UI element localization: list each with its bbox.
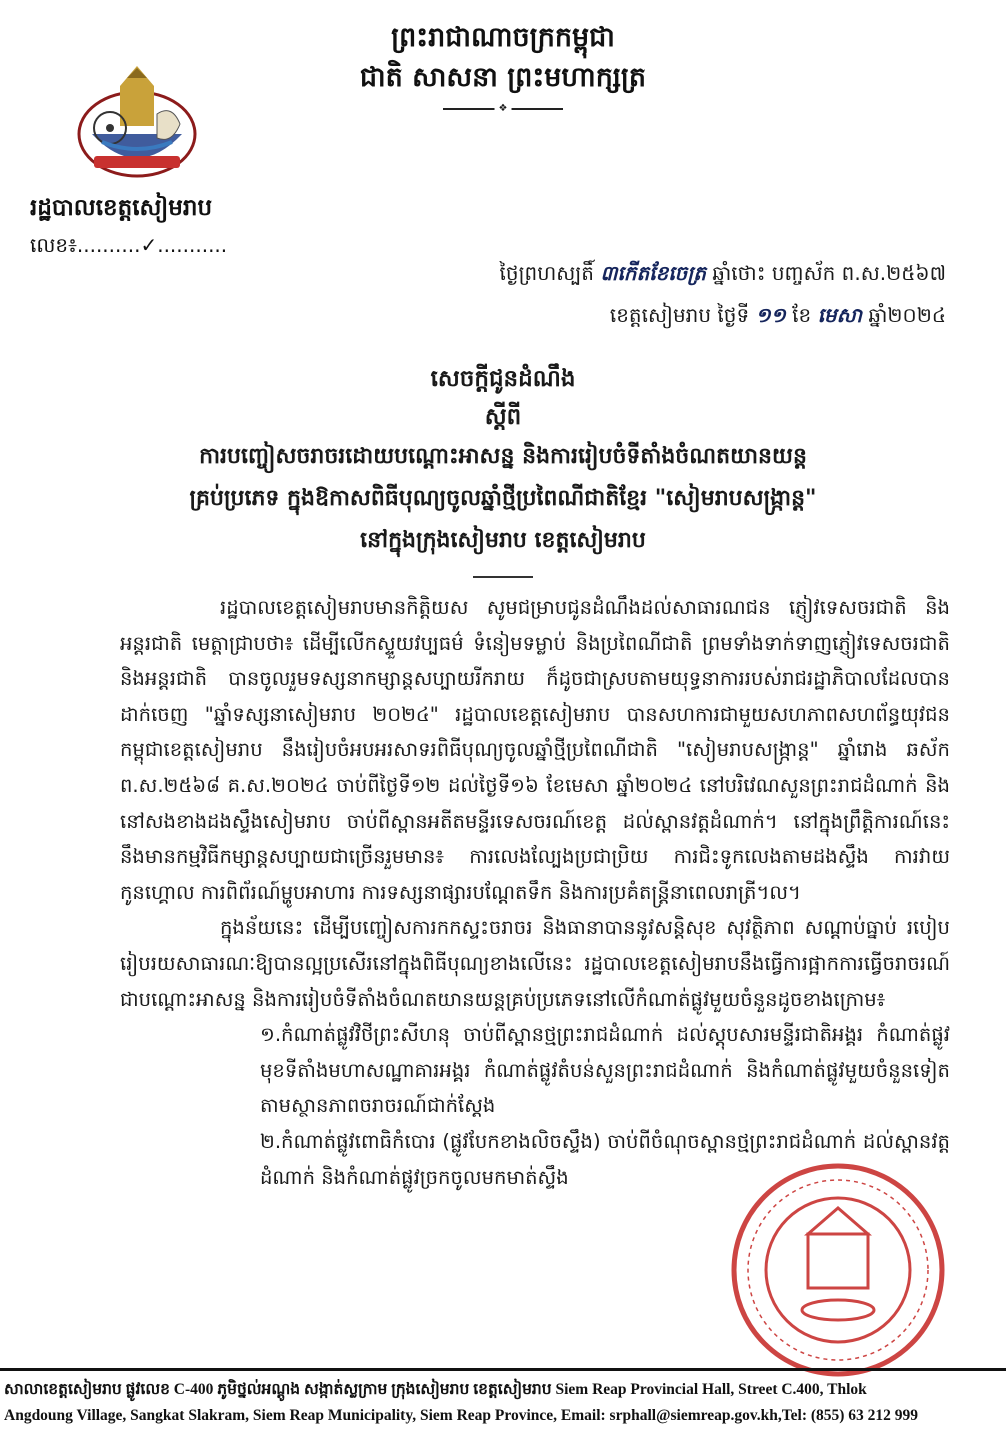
footer-rule <box>0 1368 1006 1371</box>
title-line-4: គ្រប់ប្រភេទ ក្នុងឱកាសពិធីបុណ្យចូលឆ្នាំថ្មីប្រពៃណីជាតិខ្មែរ "សៀមរាបសង្ក្រាន្ត" <box>189 486 817 511</box>
lunar-date <box>500 252 946 294</box>
solar-date-mid: ខែ <box>792 303 812 327</box>
lunar-date-prefix: ថ្ងៃព្រហស្បតិ៍ <box>499 261 594 285</box>
footer-address-line-1: សាលាខេត្តសៀមរាប ផ្លូវលេខ C-400 ភូមិថ្នល់អណ្ដូង សង្កាត់ស្លក្រាម ក្រុងសៀមរាប ខេត្តសៀមរាប Siem Reap Provincial Hall, Street C.400, Thlok <box>4 1381 867 1398</box>
provincial-emblem-icon <box>72 64 202 184</box>
title-line-1: សេចក្ដីជូនដំណឹង <box>430 366 576 392</box>
body-paragraph-1: រដ្ឋបាលខេត្តសៀមរាបមានកិត្តិយស សូមជម្រាបជូនដំណឹងដល់សាធារណជន ភ្ញៀវទេសចរជាតិ និងអន្តរជាតិ មេត្តាជ្រាបថា៖ ដើម្បីលើកស្ទួយវប្បធម៌ ទំនៀមទម្លាប់ និងប្រពៃណីជាតិ ព្រមទាំងទាក់ទាញភ្ញៀវទេសចរជាតិ និងអន្តរជាតិ បានចូលរួមទស្សនាកម្សាន្តសប្បាយរីករាយ ក៏ដូចជាស្របតាមយុទ្ធនាការរបស់រាជរដ្ឋាភិបាលដែលបានដាក់ចេញ "ឆ្នាំទស្សនាសៀមរាប ២០២៤" រដ្ឋបាលខេត្តសៀមរាប បានសហការជាមួយសហភាពសហព័ន្ធយុវជនកម្ពុជាខេត្តសៀមរាប នឹងរៀបចំអបអរសាទរពិធីបុណ្យចូលឆ្នាំថ្មីប្រពៃណីជាតិ "សៀមរាបសង្ក្រាន្ត" ឆ្នាំរោង ឆស័ក ព.ស.២៥៦៨ គ.ស.២០២៤ ចាប់ពីថ្ងៃទី១២ ដល់ថ្ងៃទី១៦ ខែមេសា ឆ្នាំ២០២៤ នៅបរិវេណសួនព្រះរាជដំណាក់ និងនៅសងខាងដងស្ទឹងសៀមរាប ចាប់ពីស្ពានអតីតមន្ទីរទេសចរណ៍ខេត្ត ដល់ស្ពានវត្តដំណាក់។ នៅក្នុងព្រឹត្តិការណ៍នេះ នឹងមានកម្មវិធីកម្សាន្តសប្បាយជាច្រើនរួមមាន៖ ការលេងល្បែងប្រជាប្រិយ ការជិះទូកលេងតាមដងស្ទឹង ការវាយកូនហ្គោល ការពិព័រណ៍ម្ហូបអាហារ ការទស្សនាផ្សារបណ្ដែតទឹក និងការប្រគំតន្ត្រីនាពេលរាត្រី។ល។ <box>120 596 950 904</box>
reference-number: លេខ៖..........✓........... <box>30 233 228 257</box>
notice-title <box>40 360 966 578</box>
solar-date-prefix: ខេត្តសៀមរាប ថ្ងៃទី <box>609 303 750 327</box>
date-block <box>500 252 946 336</box>
solar-day-handwritten: ១១ <box>755 303 786 327</box>
official-seal-icon <box>728 1160 948 1380</box>
lunar-date-suffix: ឆ្នាំថោះ បញ្ចស័ក ព.ស.២៥៦៧ <box>712 261 946 285</box>
solar-month-handwritten: មេសា <box>817 303 862 327</box>
list-item: ១.កំណាត់ផ្លូវវិថីព្រះសីហនុ ចាប់ពីស្ពានថ្មព្រះរាជដំណាក់ ដល់ស្តុបសារមន្ទីរជាតិអង្គរ កំណាត់ផ្លូវមុខទីតាំងមហាសណ្ឋាគារអង្គរ កំណាត់ផ្លូវតំបន់សួនព្រះរាជដំណាក់ និងកំណាត់ផ្លូវមួយចំនួនទៀតតាមស្ថានភាពចរាចរណ៍ជាក់ស្ដែង <box>260 1023 950 1118</box>
title-divider <box>473 576 533 578</box>
issuer-name: រដ្ឋបាលខេត្តសៀមរាប <box>30 195 213 221</box>
kingdom-line-2: ជាតិ សាសនា ព្រះមហាក្សត្រ <box>359 62 647 93</box>
header-divider: ❖ <box>443 104 563 114</box>
title-line-5: នៅក្នុងក្រុងសៀមរាប ខេត្តសៀមរាប <box>360 528 646 553</box>
kingdom-line-1: ព្រះរាជាណាចក្រកម្ពុជា <box>391 22 615 53</box>
list-item: ២.កំណាត់ផ្លូវពោធិកំបោរ (ផ្លូវបែកខាងលិចស្ទឹង) ចាប់ពីចំណុចស្ពានថ្មព្រះរាជដំណាក់ ដល់ស្ពានវត្តដំណាក់ និងកំណាត់ផ្លូវច្រកចូលមកមាត់ស្ទឹង <box>260 1129 950 1189</box>
solar-date <box>500 294 946 336</box>
solar-year: ឆ្នាំ២០២៤ <box>868 303 946 327</box>
title-line-3: ការបញ្ចៀសចរាចរដោយបណ្ដោះអាសន្ន និងការរៀបចំទីតាំងចំណតយានយន្ត <box>199 444 807 469</box>
footer <box>0 1368 1006 1429</box>
title-line-2: ស្ដីពី <box>484 404 522 430</box>
footer-address-line-2: Angdoung Village, Sangkat Slakram, Siem Reap Municipality, Siem Reap Province, Email: srphall@siemreap.gov.kh,Tel: (855) 63 212 999 <box>4 1407 919 1424</box>
body-paragraph-2: ក្នុងន័យនេះ ដើម្បីបញ្ចៀសការកកស្ទះចរាចរ និងធានាបាននូវសន្តិសុខ សុវត្ថិភាព សណ្ដាប់ធ្នាប់ របៀបរៀបរយសាធារណៈឱ្យបានល្អប្រសើរនៅក្នុងពិធីបុណ្យខាងលើនេះ រដ្ឋបាលខេត្តសៀមរាបនឹងធ្វើការផ្អាកការធ្វើចរាចរណ៍ជាបណ្ដោះអាសន្ន និងការរៀបចំទីតាំងចំណតយានយន្តគ្រប់ប្រភេទនៅលើកំណាត់ផ្លូវមួយចំនួនដូចខាងក្រោម៖ <box>120 916 950 1011</box>
notice-body <box>120 590 950 1195</box>
lunar-date-handwritten: ៣កើតខែចេត្រ <box>600 261 706 285</box>
